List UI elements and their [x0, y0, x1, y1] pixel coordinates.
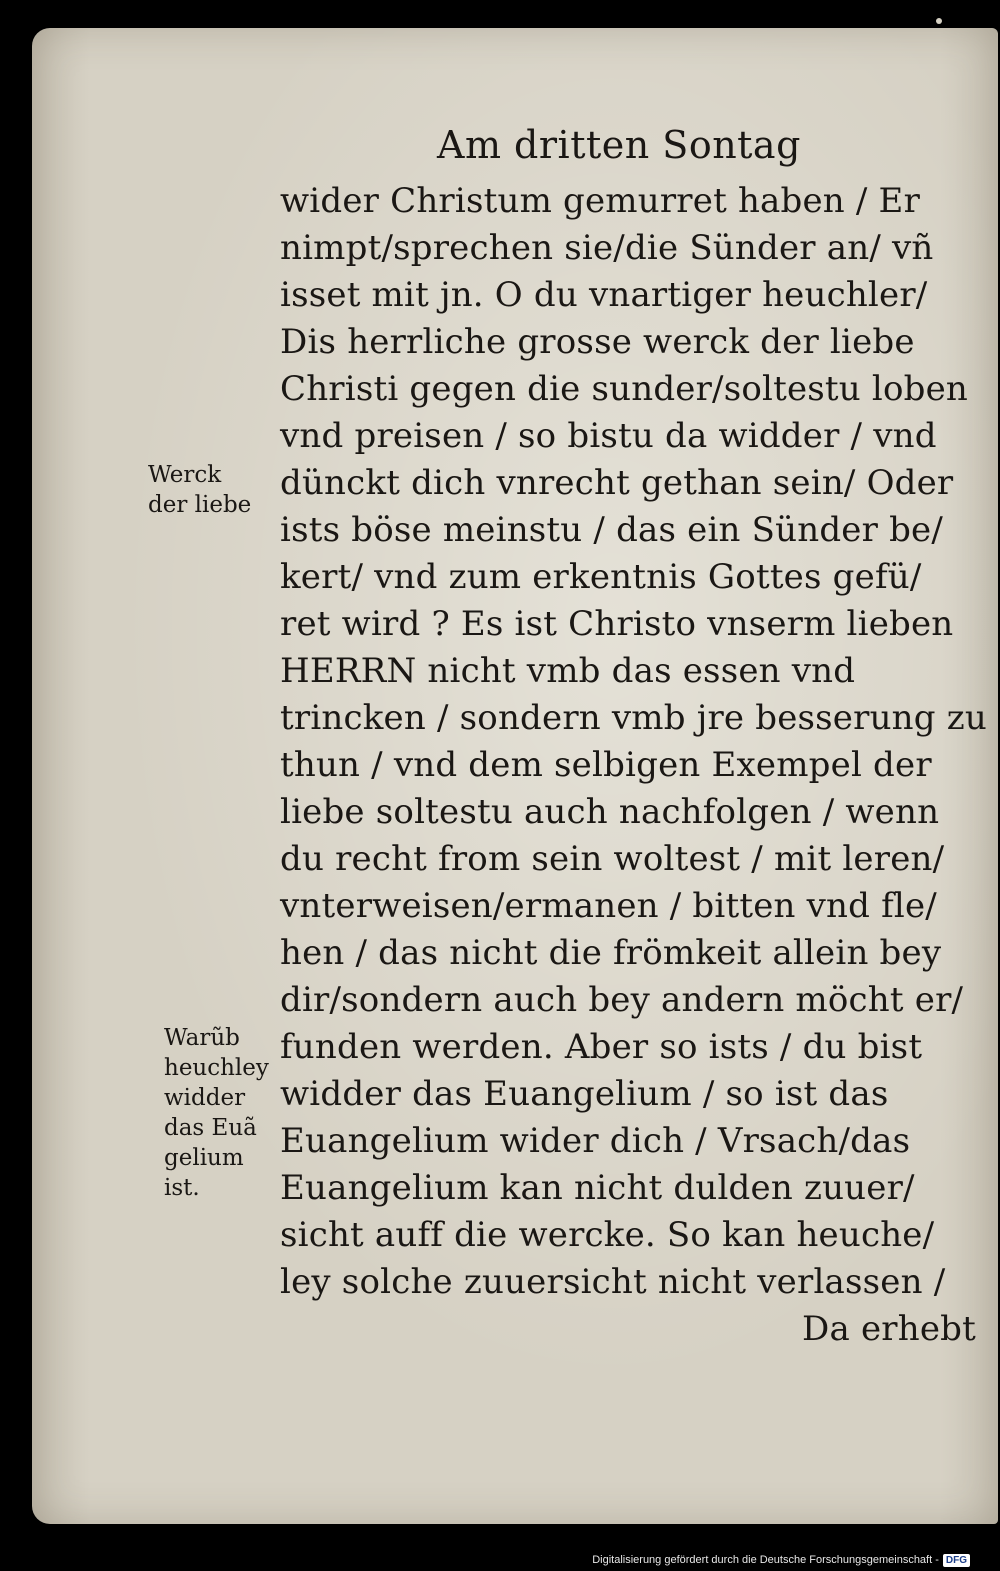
margin-note-werck-der-liebe [148, 460, 251, 520]
text-line: HERRN nicht vmb das essen vnd [280, 651, 856, 691]
text-line: hen / das nicht die frömkeit allein bey [280, 933, 942, 973]
text-line: liebe soltestu auch nachfolgen / wenn [280, 792, 940, 832]
text-line: du recht from sein woltest / mit leren/ [280, 839, 945, 879]
text-line: trincken / sondern vmb jre besserung zu [280, 698, 987, 738]
text-line: dünckt dich vnrecht gethan sein/ Oder [280, 463, 954, 503]
margin-note-line: heuchley [164, 1055, 269, 1081]
text-line: wider Christum gemurret haben / Er [280, 181, 921, 221]
margin-note-line: der liebe [148, 492, 252, 518]
margin-note-warumb-heuchley [164, 1023, 269, 1203]
text-line: Euangelium kan nicht dulden zuuer/ [280, 1168, 915, 1208]
margin-note-line: Warũb [164, 1025, 240, 1051]
text-line: kert/ vnd zum erkentnis Gottes gefü/ [280, 557, 922, 597]
catchword: Da erhebt [802, 1309, 976, 1349]
margin-note-line: das Euã [164, 1115, 257, 1141]
footer-text: Digitalisierung gefördert durch die Deutsche Forschungsgemeinschaft - [592, 1554, 939, 1566]
margin-note-line: widder [164, 1085, 246, 1111]
text-line: ists böse meinstu / das ein Sünder be/ [280, 510, 944, 550]
running-head: Am dritten Sontag [437, 123, 801, 167]
text-line: Dis herrliche grosse werck der liebe [280, 322, 915, 362]
text-line: Euangelium wider dich / Vrsach/das [280, 1121, 911, 1161]
text-line: ret wird ? Es ist Christo vnserm lieben [280, 604, 954, 644]
text-line: vnterweisen/ermanen / bitten vnd fle/ [280, 886, 937, 926]
text-line: widder das Euangelium / so ist das [280, 1074, 889, 1114]
text-line: funden werden. Aber so ists / du bist [280, 1027, 923, 1067]
text-line: ley solche zuuersicht nicht verlassen / [280, 1262, 946, 1302]
text-line: sicht auff die wercke. So kan heuche/ [280, 1215, 935, 1255]
book-page [32, 28, 998, 1524]
text-line: isset mit jn. O du vnartiger heuchler/ [280, 275, 928, 315]
text-line: thun / vnd dem selbigen Exempel der [280, 745, 932, 785]
margin-note-line: gelium [164, 1145, 244, 1171]
text-line: nimpt/sprechen sie/die Sünder an/ vñ [280, 228, 934, 268]
text-line: Christi gegen die sunder/soltestu loben [280, 369, 969, 409]
text-line: dir/sondern auch bey andern möcht er/ [280, 980, 964, 1020]
body-text [280, 178, 987, 1353]
margin-note-line: ist. [164, 1175, 200, 1201]
dfg-logo: DFG [943, 1554, 970, 1567]
text-line: vnd preisen / so bistu da widder / vnd [280, 416, 937, 456]
footer-credit [592, 1554, 970, 1567]
margin-note-line: Werck [148, 462, 222, 488]
scan-corner-mark [936, 18, 942, 24]
